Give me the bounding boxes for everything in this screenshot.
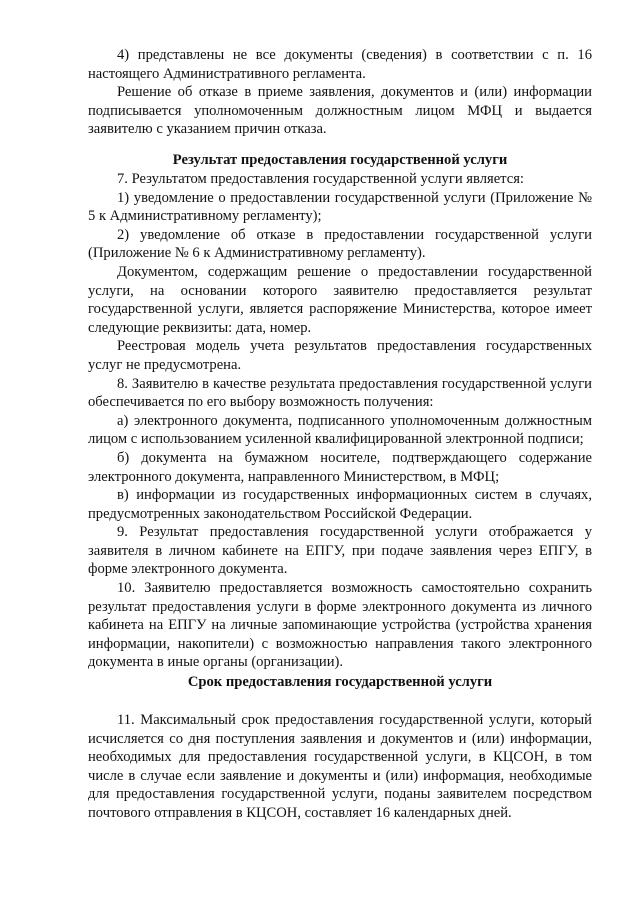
paragraph: Документом, содержащим решение о предоставлении государственной услуги, на основании которого заявителю предоставляется результат государственной услуги, является распоряжение Министерства, которое имеет следующие реквизиты: дата, номер. xyxy=(88,263,592,336)
paragraph: в) информации из государственных информационных систем в случаях, предусмотренных законодательством Российской Федерации. xyxy=(88,487,592,522)
paragraph: 8. Заявителю в качестве результата предоставления государственной услуги обеспечивается по его выбору возможность получения: xyxy=(88,375,592,411)
intro-text-block xyxy=(88,46,592,139)
paragraph: Решение об отказе в приеме заявления, документов и (или) информации подписывается уполномоченным должностным лицом МФЦ и выдается заявителю с указанием причин отказа. xyxy=(88,84,592,138)
paragraph: 1) уведомление о предоставлении государственной услуги (Приложение № 5 к Административному регламенту); xyxy=(88,189,592,225)
paragraph: 2) уведомление об отказе в предоставлении государственной услуги (Приложение № 6 к Административному регламенту). xyxy=(88,226,592,262)
paragraph: 11. Максимальный срок предоставления государственной услуги, который исчисляется со дня поступления заявления и документов и (или) информации, необходимых для предоставления государственной услуги, в КЦСОН, в том числе в случае если заявление и документы и (или) информация, необходимые для предоставления государственной услуги, поданы заявителем посредством почтового отправления в КЦСОН, составляет 16 календарных дней. xyxy=(88,712,592,821)
section-heading-term: Срок предоставления государственной услуги xyxy=(187,674,493,690)
paragraph: 4) представлены не все документы (сведения) в соответствии с п. 16 настоящего Административного регламента. xyxy=(88,47,592,82)
paragraph: 9. Результат предоставления государственной услуги отображается у заявителя в личном кабинете на ЕПГУ, при подаче заявления через ЕПГУ, в форме электронного документа. xyxy=(88,524,592,578)
paragraph: а) электронного документа, подписанного уполномоченным должностным лицом с использованием усиленной квалифицированной электронной подписи; xyxy=(88,412,592,448)
paragraph: 7. Результатом предоставления государственной услуги является: xyxy=(117,171,524,187)
paragraph: Реестровая модель учета результатов предоставления государственных услуг не предусмотрена. xyxy=(88,338,592,373)
result-section-text xyxy=(88,170,592,672)
paragraph: б) документа на бумажном носителе, подтверждающего содержание электронного документа, направленного Министерством, в МФЦ; xyxy=(88,449,592,485)
paragraph: 10. Заявителю предоставляется возможность самостоятельно сохранить результат предоставления услуги в форме электронного документа из личного кабинета на ЕПГУ на личные запоминающие устройства (устройства хранения информации, накопители) с возможностью направления такого электронного документа в иные органы (организации). xyxy=(88,580,592,671)
term-section-text xyxy=(88,711,592,823)
section-heading-result: Результат предоставления государственной услуги xyxy=(172,152,508,168)
